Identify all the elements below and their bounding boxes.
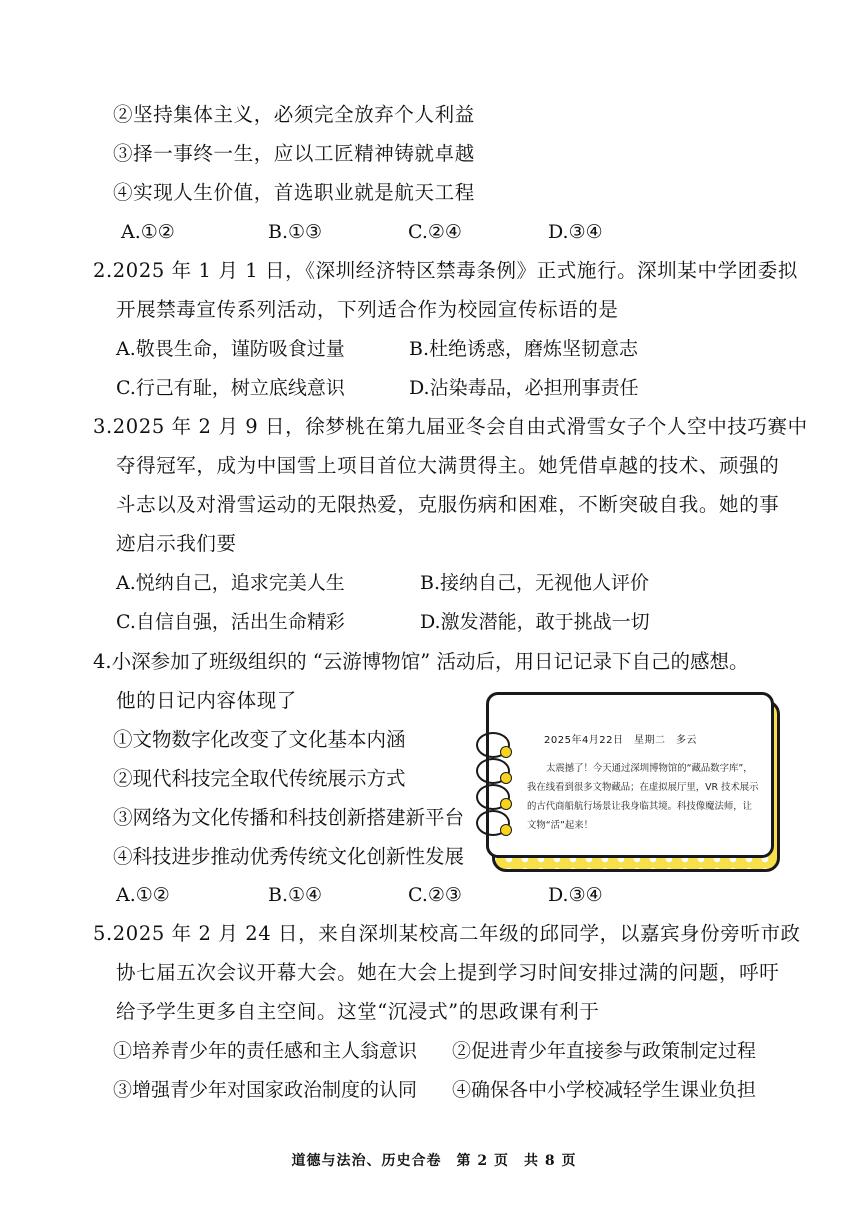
q3-option-a: A.悦纳自己，追求完美人生 xyxy=(116,572,345,594)
q2-stem-line-2: 开展禁毒宣传系列活动，下列适合作为校园宣传标语的是 xyxy=(116,298,619,321)
q1-statement-4: ④实现人生价值，首选职业就是航天工程 xyxy=(113,181,475,204)
diary-card xyxy=(478,688,778,870)
q1-statement-2: ②坚持集体主义，必须完全放弃个人利益 xyxy=(113,103,475,126)
q3-stem-line-1: 3.2025 年 2 月 9 日，徐梦桃在第九届亚冬会自由式滑雪女子个人空中技巧赛中 xyxy=(93,415,808,438)
q1-option-c: C.②④ xyxy=(408,221,462,243)
q4-option-a: A.①② xyxy=(116,884,170,906)
q1-option-a: A.①② xyxy=(121,221,175,243)
q1-option-b: B.①③ xyxy=(268,221,323,243)
q2-stem-line-1: 2.2025 年 1 月 1 日，《深圳经济特区禁毒条例》正式施行。深圳某中学团委拟 xyxy=(93,259,798,282)
q4-statement-4: ④科技进步推动优秀传统文化创新性发展 xyxy=(113,845,465,868)
q3-option-c: C.自信自强，活出生命精彩 xyxy=(116,611,345,633)
q4-statement-1: ①文物数字化改变了文化基本内涵 xyxy=(113,728,406,751)
q5-statement-3: ③增强青少年对国家政治制度的认同 xyxy=(113,1079,418,1101)
diary-front-page xyxy=(486,692,774,858)
q3-stem-line-3: 斗志以及对滑雪运动的无限热爱，克服伤病和困难，不断突破自我。她的事 xyxy=(116,493,780,516)
page-footer: 道德与法治、历史合卷 第 2 页 共 8 页 xyxy=(291,1153,577,1169)
q2-option-b: B.杜绝诱惑，磨炼坚韧意志 xyxy=(409,338,639,360)
q4-statement-3: ③网络为文化传播和科技创新搭建新平台 xyxy=(113,806,465,829)
diary-text: 太震撼了！今天通过深圳博物馆的“藏品数字库”，我在线看到很多文物藏品；在虚拟展厅里，VR 技术展示的古代商船航行场景让我身临其境。科技像魔法师，让文物“活”起来！ xyxy=(527,763,759,831)
q5-stem-line-2: 协七届五次会议开幕大会。她在大会上提到学习时间安排过满的问题，呼吁 xyxy=(116,961,780,984)
q5-statement-2: ②促进青少年直接参与政策制定过程 xyxy=(452,1040,757,1062)
q2-option-c: C.行己有耻，树立底线意识 xyxy=(116,377,345,399)
q3-option-b: B.接纳自己，无视他人评价 xyxy=(420,572,650,594)
q1-statement-3: ③择一事终一生，应以工匠精神铸就卓越 xyxy=(113,142,475,165)
q2-option-d: D.沾染毒品，必担刑事责任 xyxy=(409,377,639,399)
q4-stem-line-2: 他的日记内容体现了 xyxy=(116,689,297,712)
q4-statement-2: ②现代科技完全取代传统展示方式 xyxy=(113,767,406,790)
q4-option-c: C.②③ xyxy=(408,884,462,906)
q3-option-d: D.激发潜能，敢于挑战一切 xyxy=(420,611,650,633)
q5-stem-line-1: 5.2025 年 2 月 24 日，来自深圳某校高二年级的邱同学，以嘉宾身份旁听市政 xyxy=(93,922,801,945)
q4-stem-line-1: 4.小深参加了班级组织的 “云游博物馆” 活动后，用日记记录下自己的感想。 xyxy=(93,650,749,673)
q3-stem-line-4: 迹启示我们要 xyxy=(116,532,237,555)
q2-option-a: A.敬畏生命，谨防吸食过量 xyxy=(116,338,345,360)
q1-option-d: D.③④ xyxy=(548,221,603,243)
q4-option-d: D.③④ xyxy=(548,884,603,906)
q5-statement-1: ①培养青少年的责任感和主人翁意识 xyxy=(113,1040,418,1062)
q5-statement-4: ④确保各中小学校减轻学生课业负担 xyxy=(452,1079,757,1101)
q3-stem-line-2: 夺得冠军，成为中国雪上项目首位大满贯得主。她凭借卓越的技术、顽强的 xyxy=(116,454,780,477)
q4-option-b: B.①④ xyxy=(268,884,323,906)
q5-stem-line-3: 给予学生更多自主空间。这堂“沉浸式”的思政课有利于 xyxy=(116,1000,600,1023)
diary-date: 2025年4月22日 星期二 多云 xyxy=(544,735,698,746)
